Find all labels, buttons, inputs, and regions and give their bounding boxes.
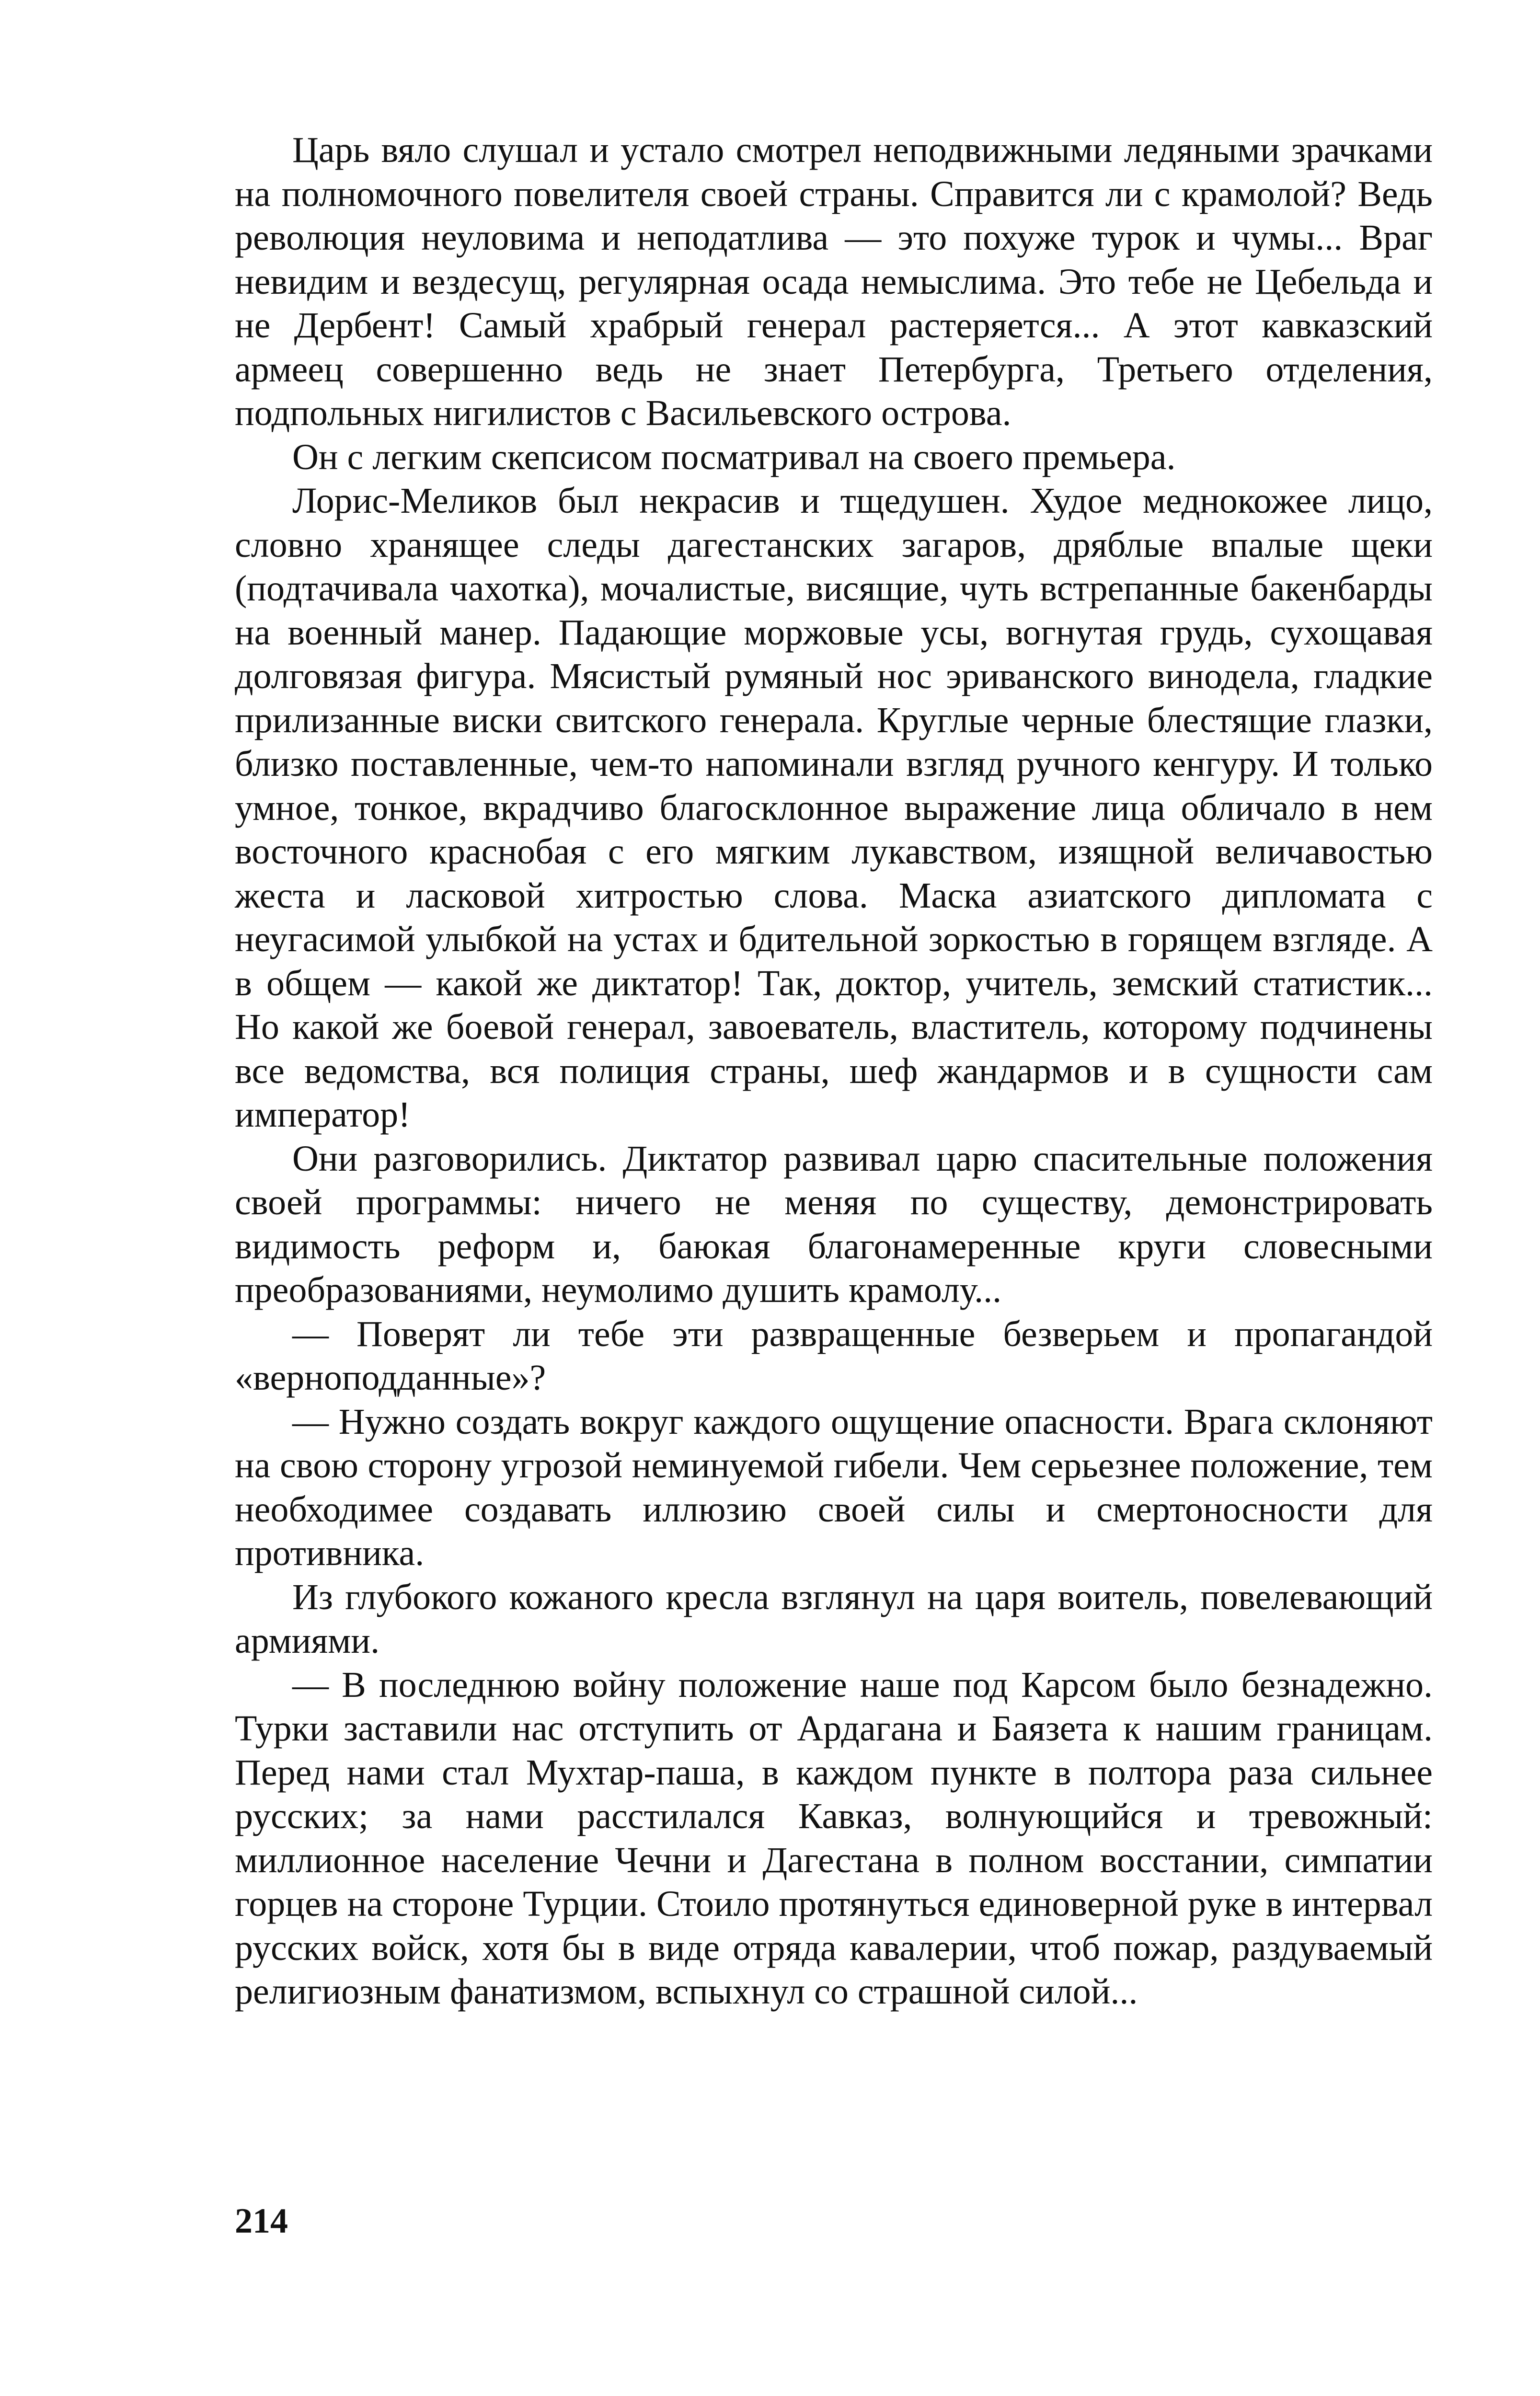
paragraph-5: — Поверят ли тебе эти развращенные безверьем и пропагандой «верноподданные»? <box>235 1313 1433 1398</box>
paragraph-1: Царь вяло слушал и устало смотрел неподвижными ледяными зрачками на полномочного повелителя своей страны. Справится ли с крамолой? Ведь революция неуловима и неподатлива — это похуже турок и чумы... Враг невидим и вездесущ, регулярная осада немыслима. Это тебе не Цебельда и не Дербент! Самый храбрый генерал растеряется... А этот кавказский армеец совершенно ведь не знает Петербурга, Третьего отделения, подпольных нигилистов с Васильевского острова. <box>235 130 1433 433</box>
paragraph-8: — В последнюю войну положение наше под Карсом было безнадежно. Турки заставили нас отступить от Ардагана и Баязета к нашим границам. Перед нами стал Мухтар-паша, в каждом пункте в полтора раза сильнее русских; за нами расстилался Кавказ, волнующийся и тревожный: миллионное население Чечни и Дагестана в полном восстании, симпатии горцев на стороне Турции. Стоило протянуться единоверной руке в интервал русских войск, хотя бы в виде отряда кавалерии, чтоб пожар, раздуваемый религиозным фанатизмом, вспыхнул со страшной силой... <box>235 1664 1433 2012</box>
paragraph-2: Он с легким скепсисом посматривал на своего премьера. <box>292 437 1176 477</box>
paragraph-3: Лорис-Меликов был некрасив и тщедушен. Худое меднокожее лицо, словно хранящее следы дагестанских загаров, дряблые впалые щеки (подтачивала чахотка), мочалистые, висящие, чуть встрепанные бакенбарды на военный манер. Падающие моржовые усы, вогнутая грудь, сухощавая долговязая фигура. Мясистый румяный нос эриванского винодела, гладкие прилизанные виски свитского генерала. Круглые черные блестящие глазки, близко поставленные, чем-то напоминали взгляд ручного кенгуру. И только умное, тонкое, вкрадчиво благосклонное выражение лица обличало в нем восточного краснобая с его мягким лукавством, изящной величавостью жеста и ласковой хитростью слова. Маска азиатского дипломата с неугасимой улыбкой на устах и бдительной зоркостью в горящем взгляде. А в общем — какой же диктатор! Так, доктор, учитель, земский статистик... Но какой же боевой генерал, завоеватель, властитель, которому подчинены все ведомства, вся полиция страны, шеф жандармов и в сущности сам император! <box>235 481 1433 1135</box>
paragraph-6: — Нужно создать вокруг каждого ощущение опасности. Врага склоняют на свою сторону угрозой неминуемой гибели. Чем серьезнее положение, тем необходимее создавать иллюзию своей силы и смертоносности для противника. <box>235 1401 1433 1573</box>
page-number: 214 <box>235 2201 288 2241</box>
body-text <box>235 128 1433 2014</box>
paragraph-7: Из глубокого кожаного кресла взглянул на царя воитель, повелевающий армиями. <box>235 1577 1433 1661</box>
paragraph-4: Они разговорились. Диктатор развивал царю спасительные положения своей программы: ничего не меняя по существу, демонстрировать видимость реформ и, баюкая благонамеренные круги словесными преобразованиями, неумолимо душить крамолу... <box>235 1138 1433 1310</box>
